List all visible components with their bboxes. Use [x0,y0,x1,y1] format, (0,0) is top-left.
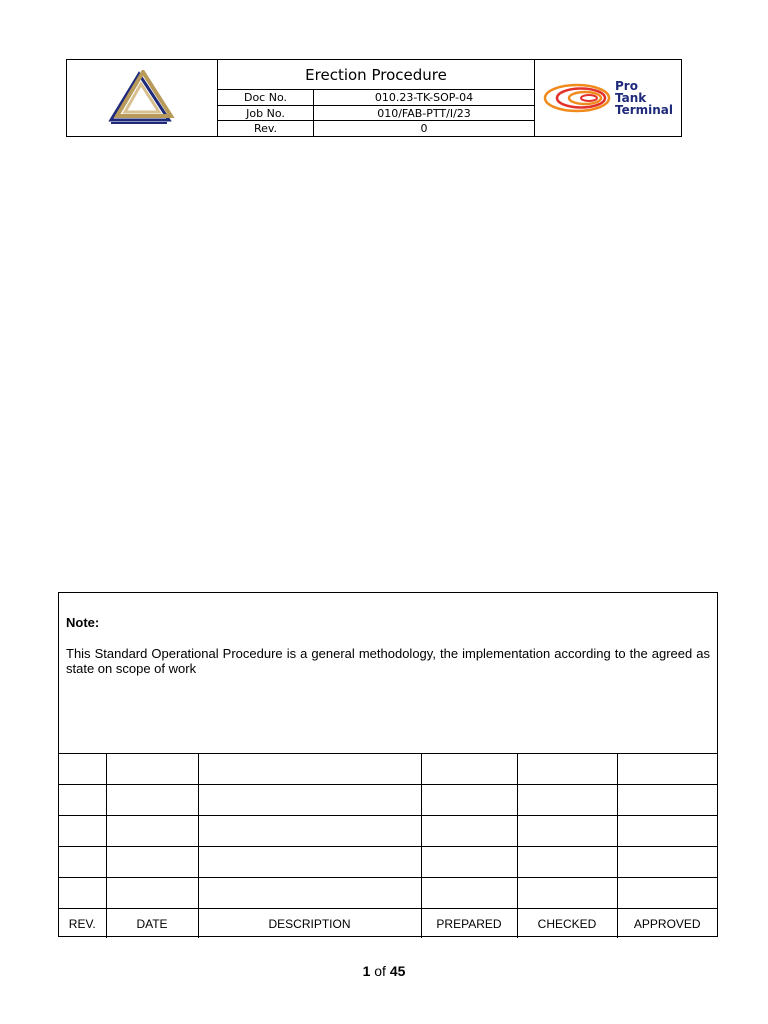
revision-column-header: CHECKED [517,909,617,939]
revision-cell [421,785,517,816]
document-header [66,59,682,137]
job-no-value: 010/FAB-PTT/I/23 [377,106,471,120]
job-no-label: Job No. [218,106,314,121]
revision-cell [198,785,421,816]
revision-cell [517,878,617,909]
note-text: This Standard Operational Procedure is a general methodology, the implementation according to the agreed as state on scope of work [66,646,710,676]
revision-cell [421,878,517,909]
revision-cell [517,785,617,816]
revision-cell [198,878,421,909]
revision-cell [617,878,717,909]
revision-column-header: PREPARED [421,909,517,939]
revision-cell [517,754,617,785]
revision-cell [517,816,617,847]
revision-cell [421,816,517,847]
doc-no-row [218,90,534,106]
company-logo-left [67,60,218,136]
revision-cell [198,816,421,847]
revision-column-header: APPROVED [617,909,717,939]
revision-cell [198,847,421,878]
document-title: Erection Procedure [218,60,534,90]
rev-value: 0 [420,122,428,136]
revision-cell [59,754,106,785]
triangle-logo-icon [107,70,177,126]
revision-row [59,816,717,847]
revision-row [59,878,717,909]
rev-row [218,121,534,136]
revision-cell [617,847,717,878]
revision-cell [106,754,198,785]
revision-row [59,847,717,878]
page-of: of [374,963,386,979]
revision-cell [517,847,617,878]
revision-row [59,785,717,816]
pro-tank-terminal-logo [535,60,681,136]
revision-header-row [59,909,717,939]
revision-cell [59,847,106,878]
job-no-row [218,106,534,122]
page-number [0,963,768,979]
swirl-logo-icon [543,83,611,113]
revision-cell [421,847,517,878]
revision-cell [106,878,198,909]
revision-cell [617,816,717,847]
revision-cell [106,847,198,878]
revision-cell [59,878,106,909]
page-current: 1 [362,963,371,979]
revision-cell [421,754,517,785]
revision-cell [198,754,421,785]
revision-cell [617,785,717,816]
revision-cell [106,816,198,847]
revision-cell [106,785,198,816]
revision-column-header: DESCRIPTION [198,909,421,939]
note-title: Note: [66,615,100,630]
revision-cell [59,816,106,847]
page-total: 45 [389,963,406,979]
revision-block [58,592,718,937]
revision-column-header: DATE [106,909,198,939]
logo-wordmark: Pro Tank Terminal [614,79,674,117]
doc-no-value: 010.23-TK-SOP-04 [374,90,474,104]
revision-table [59,753,717,938]
revision-cell [617,754,717,785]
doc-no-label: Doc No. [218,90,314,105]
revision-row [59,754,717,785]
revision-column-header: REV. [59,909,106,939]
rev-label: Rev. [218,121,314,136]
note-section [59,593,717,753]
revision-cell [59,785,106,816]
